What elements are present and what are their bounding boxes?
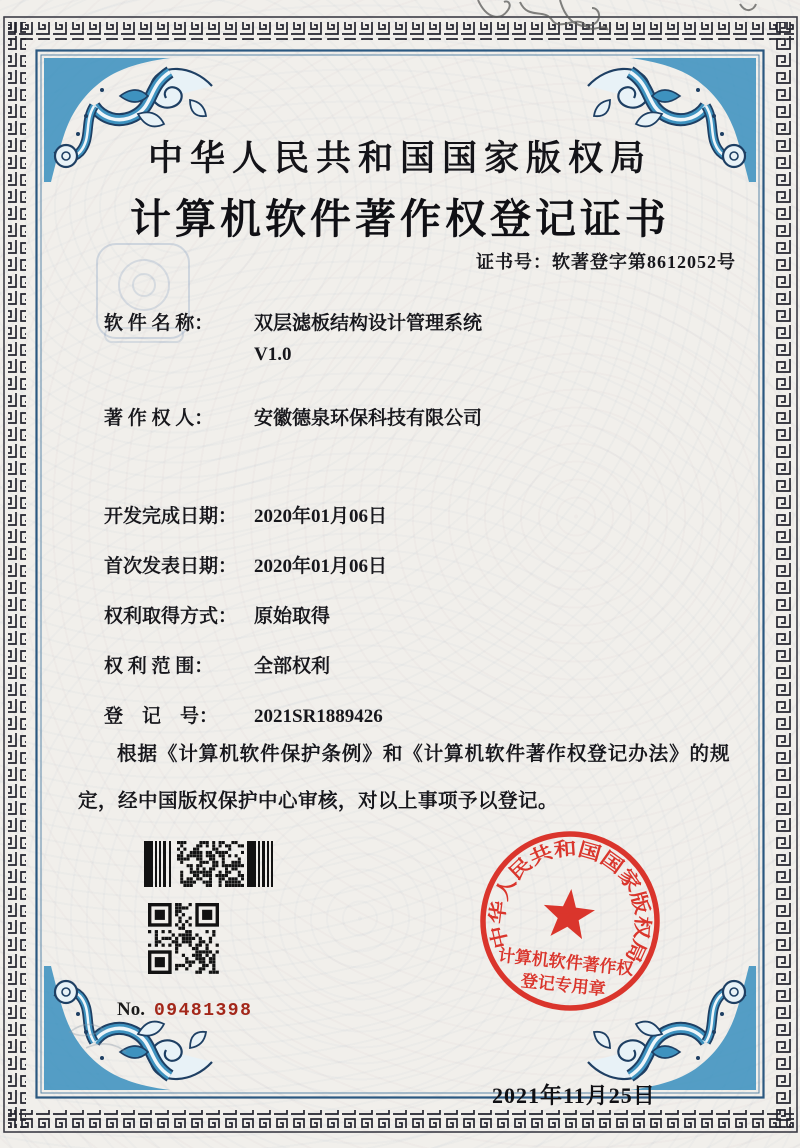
field-value-line2: V1.0: [254, 344, 292, 365]
certificate-number: [0, 248, 736, 274]
seal-star-icon: [541, 886, 597, 940]
field-row-software-name: [85, 286, 482, 392]
barcode: [144, 841, 281, 887]
field-value: 原始取得: [254, 606, 331, 627]
certificate-title: 计算机软件著作权登记证书: [130, 196, 670, 242]
qr-code: [148, 903, 219, 974]
field-value: 双层滤板结构设计管理系统: [254, 313, 483, 334]
field-label: 著 作 权 人：: [104, 408, 214, 429]
certificate-number-label: 证书号：: [476, 252, 552, 272]
field-value: 全部权利: [254, 656, 331, 677]
field-label: 首次发表日期：: [104, 556, 238, 577]
seal-ring-text: 中华人民共和国国家版权局: [487, 839, 653, 963]
field-value: 2021SR1889426: [254, 706, 383, 727]
serial-number: [117, 999, 252, 1021]
field-label: 登 记 号：: [104, 706, 219, 727]
body-paragraph: 根据《计算机软件保护条例》和《计算机软件著作权登记办法》的规定，经中国版权保护中心审核，对以上事项予以登记。: [78, 744, 730, 812]
authority-title: 中华人民共和国国家版权局: [147, 139, 652, 178]
field-value: 2020年01月06日: [254, 556, 388, 577]
field-label: 权 利 范 围：: [104, 656, 214, 677]
field-row-copyright-owner: [85, 381, 482, 456]
field-label: 软 件 名 称：: [104, 313, 214, 334]
field-value: 2020年01月06日: [254, 506, 388, 527]
certificate-number-value: 软著登字第8612052号: [552, 252, 736, 272]
issue-date: 2021年11月25日: [492, 1083, 656, 1108]
field-label: 开发完成日期：: [104, 506, 238, 527]
field-value: 安徽德泉环保科技有限公司: [254, 408, 483, 429]
official-seal: [465, 815, 685, 1030]
field-label: 权利取得方式：: [104, 606, 238, 627]
serial-label: No.: [117, 999, 145, 1020]
seal-line1: 计算机软件著作权: [497, 945, 635, 979]
seal-line2: 登记专用章: [519, 971, 607, 1000]
serial-value: 09481398: [153, 1001, 253, 1021]
